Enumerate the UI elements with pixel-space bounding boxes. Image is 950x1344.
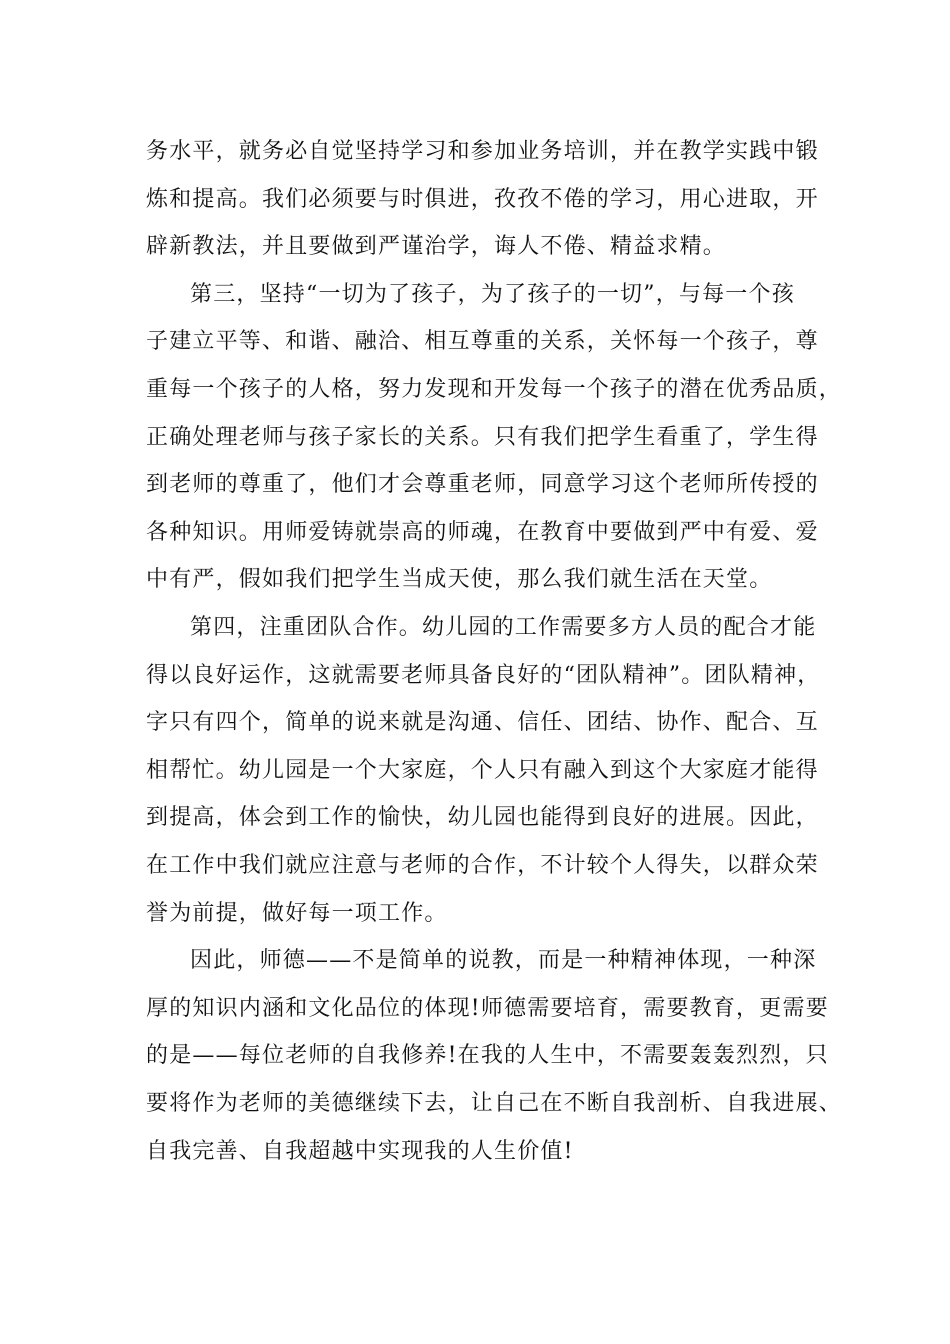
paragraph-start-line: 因此，师德——不是简单的说教，而是一种精神体现，一种深 (190, 948, 817, 973)
text-line: 自我完善、自我超越中实现我的人生价值! (146, 1139, 574, 1164)
text-line: 子建立平等、和谐、融洽、相互尊重的关系，关怀每一个孩子，尊 (146, 329, 819, 354)
text-line: 中有严，假如我们把学生当成天使，那么我们就生活在天堂。 (146, 567, 773, 592)
paragraph-start-line: 第三，坚持“一切为了孩子，为了孩子的一切”，与每一个孩 (190, 282, 795, 307)
text-line: 到提高，体会到工作的愉快，幼儿园也能得到良好的进展。因此， (146, 805, 819, 830)
text-line: 字只有四个，简单的说来就是沟通、信任、团结、协作、配合、互 (146, 710, 819, 735)
text-line: 要将作为老师的美德继续下去，让自己在不断自我剖析、自我进展、 (146, 1091, 843, 1116)
text-line: 誉为前提，做好每一项工作。 (146, 901, 448, 926)
text-line: 得以良好运作，这就需要老师具备良好的“团队精神”。团队精神， (146, 663, 821, 688)
text-line: 的是——每位老师的自我修养!在我的人生中，不需要轰轰烈烈，只 (146, 1043, 829, 1068)
text-line: 辟新教法，并且要做到严谨治学，诲人不倦、精益求精。 (146, 234, 727, 259)
text-line: 厚的知识内涵和文化品位的体现!师德需要培育，需要教育，更需要 (146, 996, 829, 1021)
paragraph-start-line: 第四，注重团队合作。幼儿园的工作需要多方人员的配合才能 (190, 615, 817, 640)
text-line: 正确处理老师与孩子家长的关系。只有我们把学生看重了，学生得 (146, 425, 819, 450)
text-line: 炼和提高。我们必须要与时俱进，孜孜不倦的学习，用心进取，开 (146, 187, 819, 212)
text-line: 各种知识。用师爱铸就崇高的师魂，在教育中要做到严中有爱、爱 (146, 520, 819, 545)
text-line: 到老师的尊重了，他们才会尊重老师，同意学习这个老师所传授的 (146, 472, 819, 497)
text-line: 在工作中我们就应注意与老师的合作，不计较个人得失，以群众荣 (146, 853, 819, 878)
text-line: 重每一个孩子的人格，努力发现和开发每一个孩子的潜在优秀品质， (146, 377, 843, 402)
text-line: 务水平，就务必自觉坚持学习和参加业务培训，并在教学实践中锻 (146, 139, 819, 164)
text-line: 相帮忙。幼儿园是一个大家庭，个人只有融入到这个大家庭才能得 (146, 758, 819, 783)
